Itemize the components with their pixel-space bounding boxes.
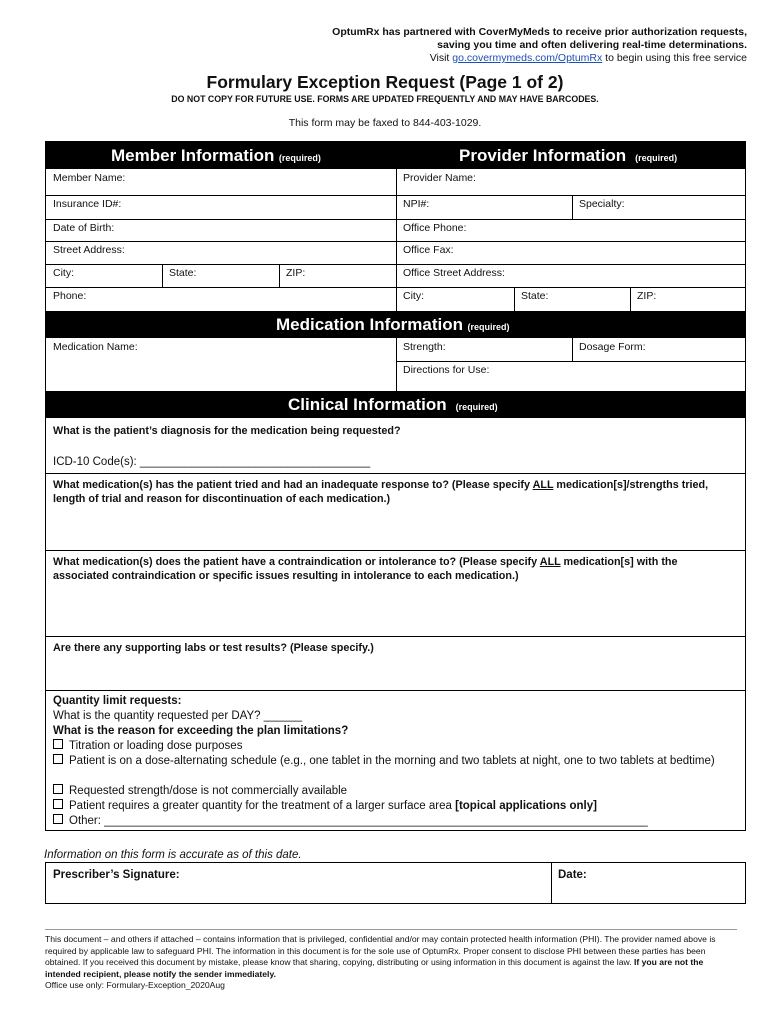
option-not-available[interactable]: Requested strength/dose is not commercially available [53,784,735,799]
exceed-reason-question: What is the reason for exceeding the plan limitations? [53,725,349,737]
provider-city-field[interactable]: City: [403,290,424,302]
option-larger-surface[interactable]: Patient requires a greater quantity for the treatment of a larger surface area [topical applications only] [53,799,735,814]
provider-name-field[interactable]: Provider Name: [403,172,476,184]
clinical-header [46,391,745,418]
clinical-heading: Clinical Information (required) [288,395,498,414]
office-fax-field[interactable]: Office Fax: [403,244,454,256]
medication-name-field[interactable]: Medication Name: [53,341,138,353]
visit-text: Visit [429,52,453,64]
contraindication-question[interactable]: What medication(s) does the patient have a contraindication or intolerance to? (Please specify ALL medication[s] with the associated contraindication or specific issues resulting in intolerance to each medication.) [53,556,678,582]
form-subtitle: DO NOT COPY FOR FUTURE USE. FORMS ARE UPDATED FREQUENTLY AND MAY HAVE BARCODES. [171,94,599,104]
street-address-field[interactable]: Street Address: [53,244,125,256]
strength-field[interactable]: Strength: [403,341,446,353]
quantity-limit-heading: Quantity limit requests: [53,695,182,707]
option-dose-alternating[interactable]: Patient is on a dose-alternating schedule (e.g., one tablet in the morning and two tablets at night, one to two tablets at bedtime) [53,754,735,769]
visit-suffix: to begin using this free service [602,52,747,64]
member-zip-field[interactable]: ZIP: [286,267,306,279]
tried-medications-question[interactable]: What medication(s) has the patient tried and had an inadequate response to? (Please specify ALL medication[s]/strengths tried, length of trial and reason for discontinuation of each medication.) [53,479,709,505]
checkbox-titration[interactable] [53,739,63,749]
header-line-3 [430,52,747,65]
medication-header [46,311,745,338]
specialty-field[interactable]: Specialty: [579,198,625,210]
option-titration[interactable]: Titration or loading dose purposes [53,739,735,754]
option-other[interactable]: Other: _____________________________________________________________________________________ [53,814,735,829]
npi-field[interactable]: NPI#: [403,198,430,210]
office-phone-field[interactable]: Office Phone: [403,222,467,234]
signature-box [45,862,746,904]
provider-heading: Provider Information (required) [459,146,678,165]
medication-heading: Medication Information (required) [276,315,510,334]
insurance-id-field[interactable]: Insurance ID#: [53,198,122,210]
office-street-field[interactable]: Office Street Address: [403,267,505,279]
supporting-labs-question[interactable]: Are there any supporting labs or test results? (Please specify.) [53,642,374,654]
provider-state-field[interactable]: State: [521,290,549,302]
fax-line: This form may be faxed to 844-403-1029. [288,117,482,129]
icd-10-field[interactable]: ICD-10 Code(s): ____________________________________ [53,456,371,468]
accuracy-note: Information on this form is accurate as of this date. [44,849,302,861]
member-city-field[interactable]: City: [53,267,74,279]
form-title: Formulary Exception Request (Page 1 of 2) [206,72,564,92]
dob-field[interactable]: Date of Birth: [53,222,115,234]
covermymeds-link[interactable]: go.covermymeds.com/OptumRx [452,52,603,64]
member-state-field[interactable]: State: [169,267,197,279]
office-use-line: Office use only: Formulary-Exception_2020Aug [45,980,225,990]
checkbox-larger-surface[interactable] [53,799,63,809]
footer-divider [45,929,737,930]
diagnosis-question: What is the patient’s diagnosis for the medication being requested? [53,425,401,437]
header-line-2: saving you time and often delivering real-time determinations. [437,39,747,51]
confidentiality-notice: This document – and others if attached – contains information that is privileged, confidential and/or may contain protected health information (PHI). The provider named above is required by applicable law to safeguard PHI. The information in this document is for the sole use of OptumRx. Proper consent to disclose PHI between these parties has been obtained. If you received this document by mistake, please know that sharing, copying, distributing or using information in this document is against the law. If you are not the intended recipient, please notify the sender immediately. [45,934,716,979]
provider-zip-field[interactable]: ZIP: [637,290,657,302]
dosage-form-field[interactable]: Dosage Form: [579,341,646,353]
checkbox-not-available[interactable] [53,784,63,794]
member-heading: Member Information (required) [111,146,321,165]
request-form [45,141,746,831]
checkbox-dose-alternating[interactable] [53,754,63,764]
member-name-field[interactable]: Member Name: [53,172,126,184]
checkbox-other[interactable] [53,814,63,824]
member-phone-field[interactable]: Phone: [53,290,87,302]
member-provider-header [46,142,745,169]
quantity-per-day-field[interactable]: What is the quantity requested per DAY? ______ [53,710,303,722]
prescriber-signature-field[interactable]: Prescriber’s Signature: [53,869,180,881]
date-field[interactable]: Date: [558,869,587,881]
directions-field[interactable]: Directions for Use: [403,364,490,376]
header-line-1: OptumRx has partnered with CoverMyMeds to receive prior authorization requests, [332,26,747,38]
